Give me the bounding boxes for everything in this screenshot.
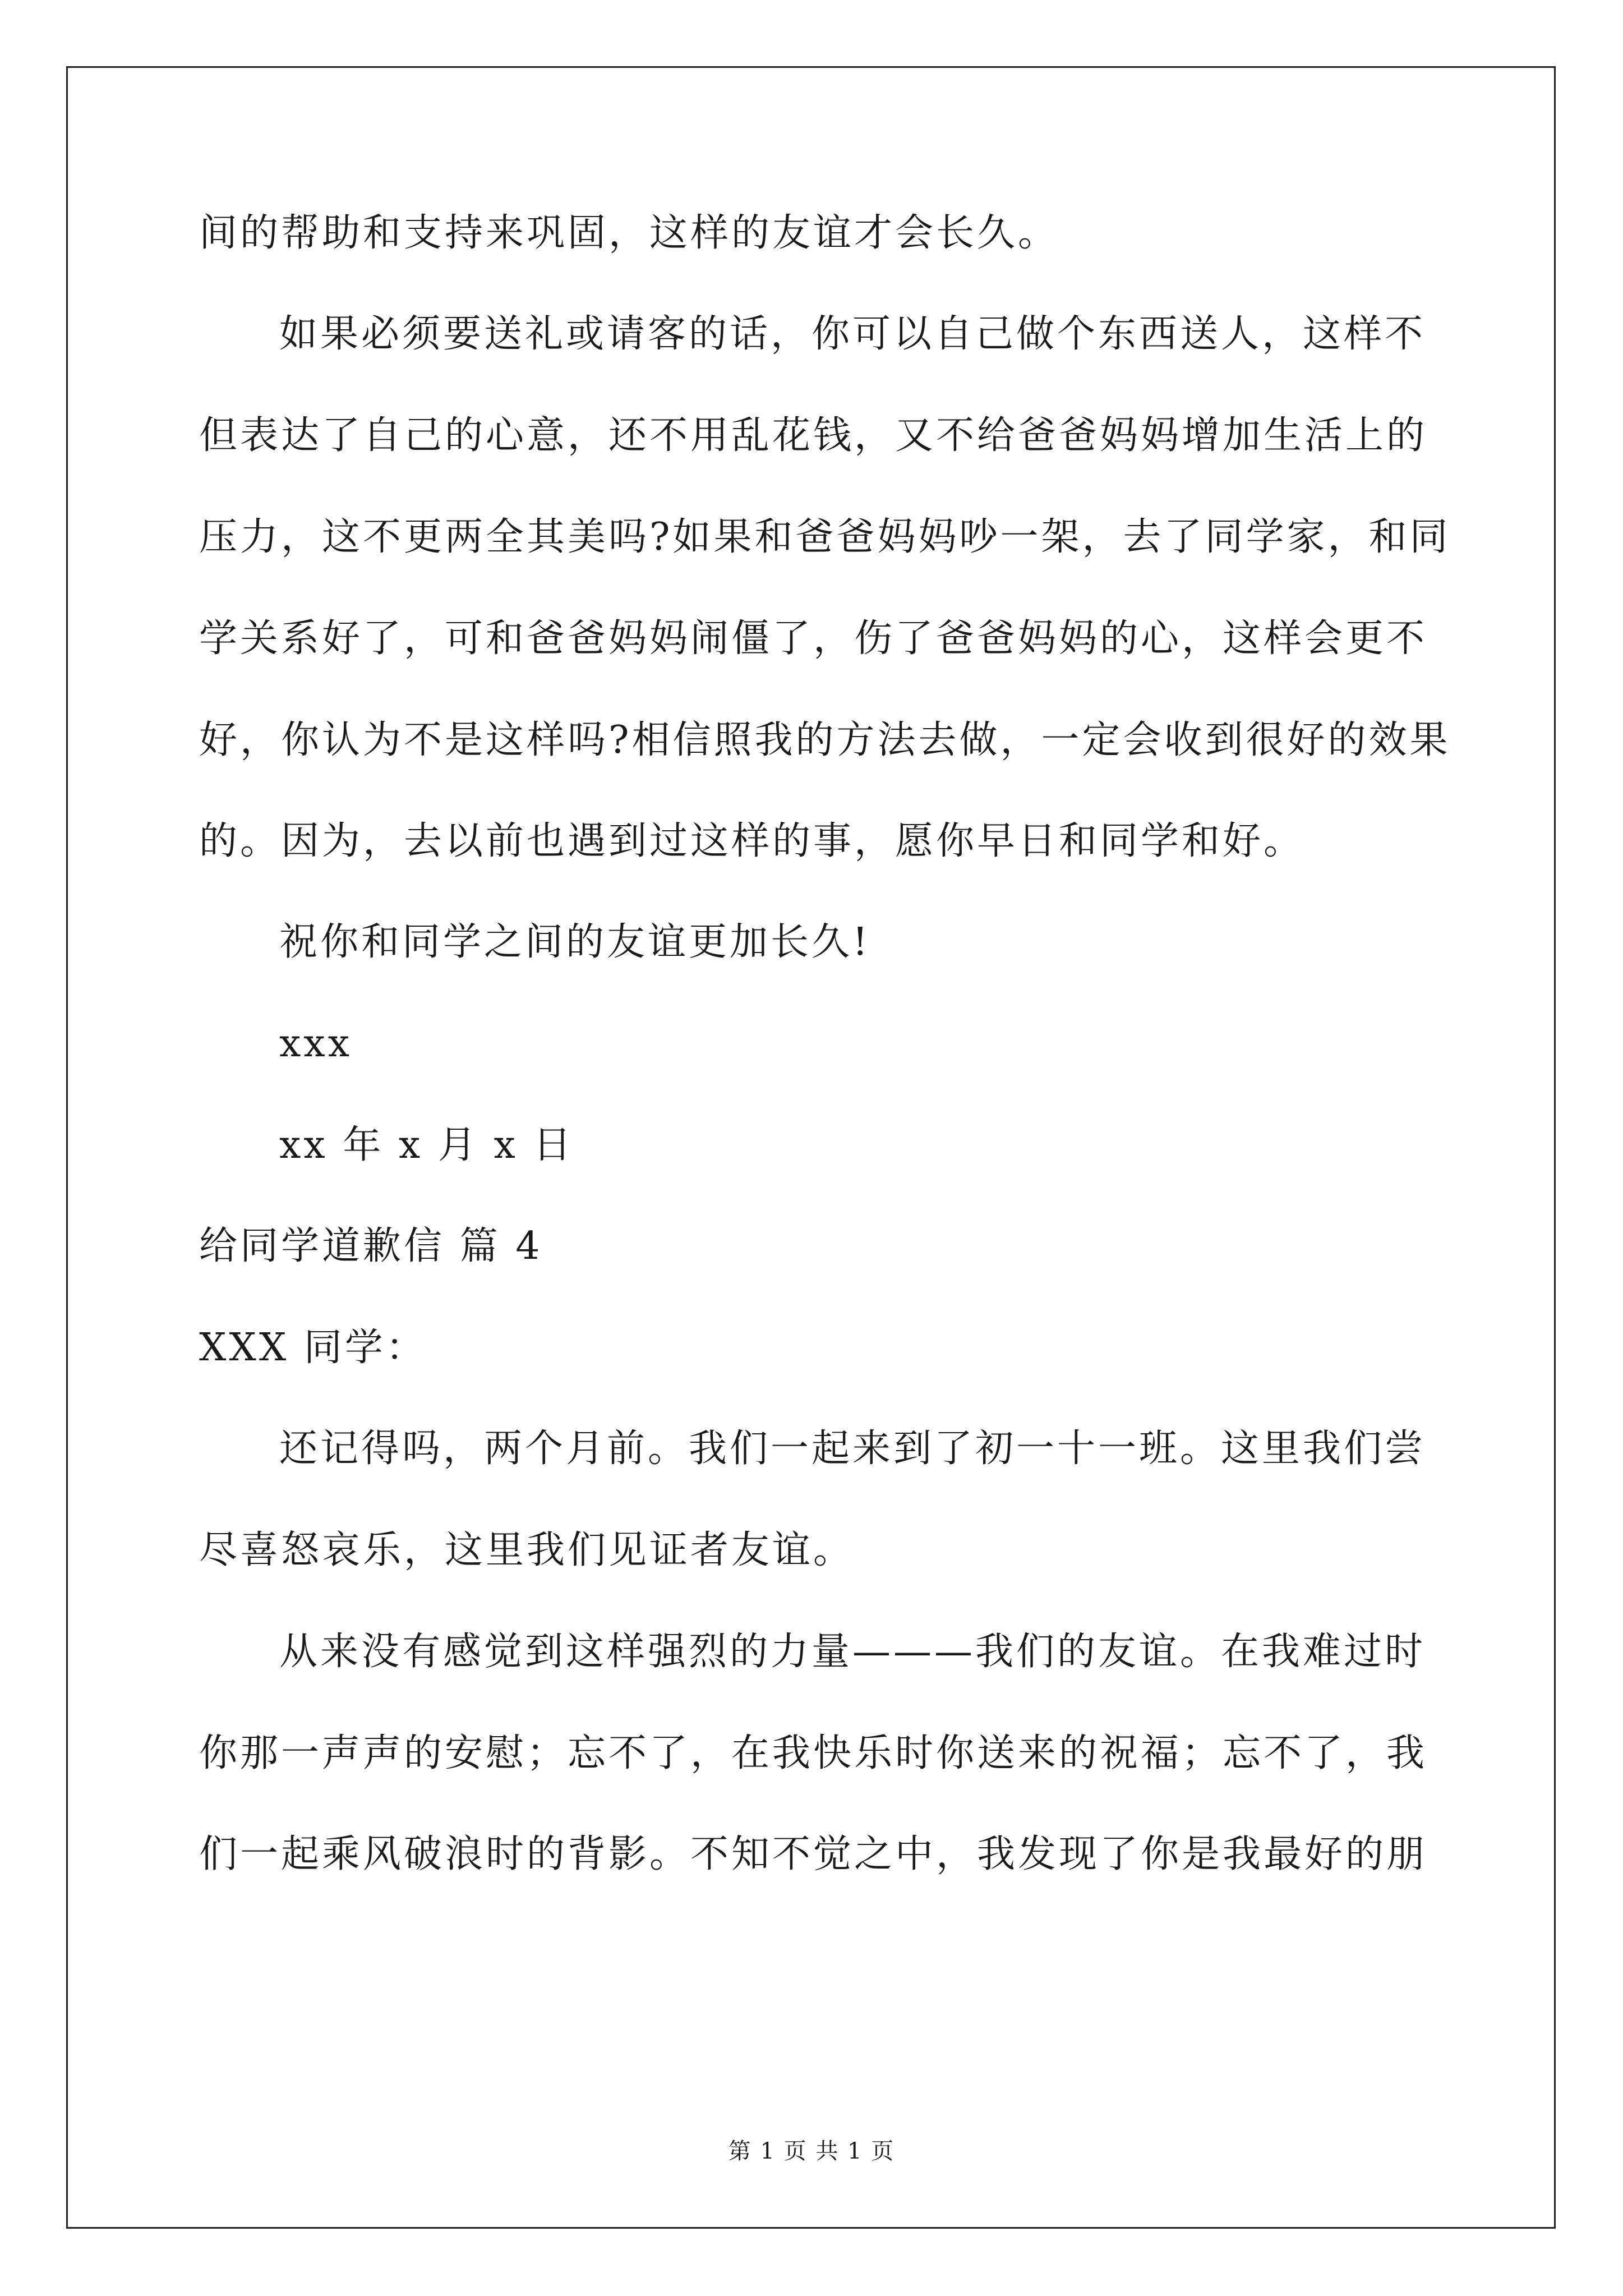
text-line: 们一起乘风破浪时的背影。不知不觉之中，我发现了你是我最好的朋 [199,1832,1428,1876]
text-line: 好，你认为不是这样吗?相信照我的方法去做，一定会收到很好的效果 [199,718,1451,762]
text-line: 从来没有感觉到这样强烈的力量———我们的友谊。在我难过时 [279,1630,1426,1674]
text-line: 祝你和同学之间的友谊更加长久! [279,920,871,964]
text-line: 的。因为，去以前也遇到过这样的事，愿你早日和同学和好。 [199,819,1305,863]
text-line: 间的帮助和支持来巩固，这样的友谊才会长久。 [199,211,1059,255]
salutation: XXX 同学： [199,1326,427,1370]
text-line: 你那一声声的安慰；忘不了，在我快乐时你送来的祝福；忘不了，我 [199,1731,1428,1775]
text-line: 压力，这不更两全其美吗?如果和爸爸妈妈吵一架，去了同学家，和同 [199,515,1451,559]
section-heading: 给同学道歉信 篇 4 [199,1224,543,1268]
text-line: 还记得吗，两个月前。我们一起来到了初一十一班。这里我们尝 [279,1427,1426,1471]
text-line: 但表达了自己的心意，还不用乱花钱，又不给爸爸妈妈增加生活上的 [199,413,1428,458]
text-line: 学关系好了，可和爸爸妈妈闹僵了，伤了爸爸妈妈的心，这样会更不 [199,616,1428,661]
text-line: 如果必须要送礼或请客的话，你可以自己做个东西送人，这样不 [279,312,1426,356]
text-line: 尽喜怒哀乐，这里我们见证者友谊。 [199,1528,855,1572]
page-footer: 第 1 页 共 1 页 [728,2138,895,2164]
signature-date: xx 年 x 月 x 日 [279,1123,574,1167]
signature-name: xxx [279,1022,353,1066]
